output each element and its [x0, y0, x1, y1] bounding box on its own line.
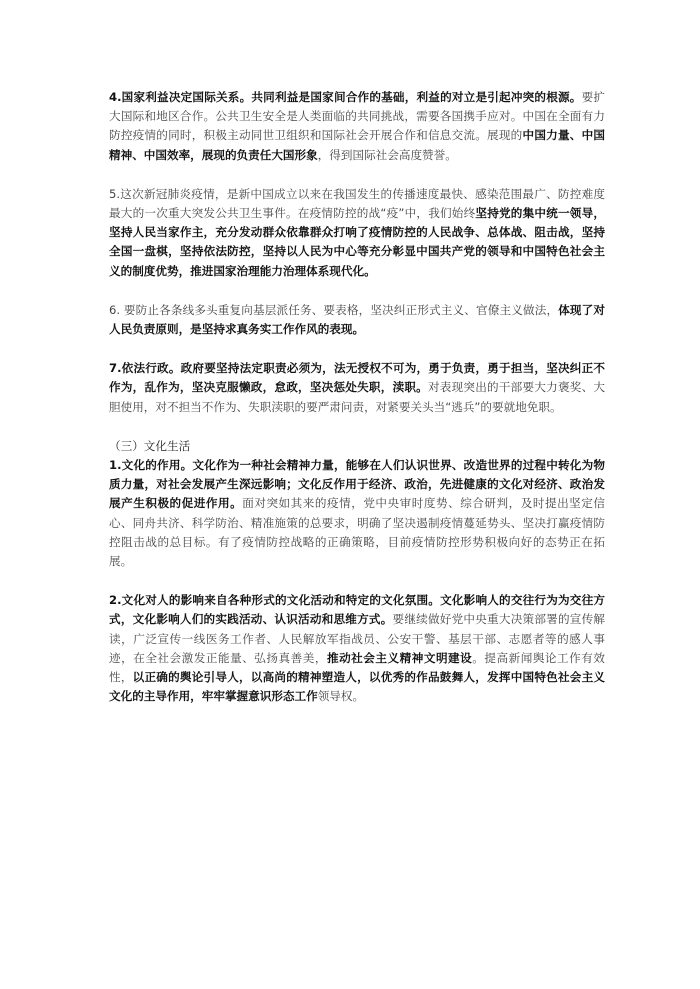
paragraph-law-based-administration: [109, 359, 605, 417]
normal-text: 对表现突出的干部要大力褒奖、大胆使用，对不担当不作为、失职渎职的要严肃问责，对紧要关头当“逃兵”的要就地免职。: [109, 380, 605, 414]
document-page: [109, 88, 605, 706]
paragraph-culture-influence: [109, 591, 605, 706]
spacer: [109, 281, 605, 301]
bold-text: 体现了对人民负责原则，是坚持求真务实工作作风的表现。: [109, 302, 605, 337]
bold-text: 中国力量、中国精神、中国效率，展现的负责任大国形象: [109, 128, 605, 162]
section-heading: （三）文化生活: [109, 438, 191, 453]
paragraph-national-interest: [109, 88, 605, 165]
normal-text: 领导权。: [317, 689, 365, 704]
bold-text: 以正确的舆论引导人，以高尚的精神塑造人，以优秀的作品鼓舞人，发挥中国特色社会主义文化的主导作用，牢牢掌握意识形态工作: [109, 670, 605, 704]
normal-text: 5.这次新冠肺炎疫情，是新中国成立以来在我国发生的传播速度最快、感染范围最广、防控难度最大的一次重大突发公共卫生事件。在疫情防控的战“疫”中，我们始终: [109, 186, 605, 221]
paragraph-covid-response: [109, 185, 605, 281]
bold-text: 1.文化的作用。文化作为一种社会精神力量，能够在人们认识世界、改造世界的过程中转化为物质力量，对社会发展产生深远影响；文化反作用于经济、政治，先进健康的文化对经济、政治发展产生积极的促进作用。: [109, 458, 605, 511]
bold-text: 4.国家利益决定国际关系。共同利益是国家间合作的基础，利益的对立是引起冲突的根源。: [109, 90, 582, 104]
bold-text: 坚持党的集中统一领导，坚持人民当家作主，充分发动群众依靠群众打响了疫情防控的人民战争、总体战、阻击战，坚持全国一盘棋，坚持依法防控，坚持以人民为中心等充分彰显中国共产党的领导和中国特色社会主义的制度优势，推进国家治理能力治理体系现代化。: [109, 206, 605, 278]
paragraph-anti-formalism: [109, 301, 605, 339]
normal-text: 。提高新闻舆论工作有效性，: [109, 650, 605, 685]
normal-text: 要继续做好党中央重大决策部署的宣传解读，广泛宣传一线医务工作者、人民解放军指战员、公安干警、基层干部、志愿者等的感人事迹，在全社会激发正能量、弘扬真善美，: [109, 612, 605, 665]
bold-text: 2.文化对人的影响来自各种形式的文化活动和特定的文化氛围。文化影响人的交往行为为交往方式，文化影响人们的实践活动、认识活动和思维方式。: [109, 593, 605, 627]
bold-text: 7.依法行政。政府要坚持法定职责必须为，法无授权不可为，勇于负责，勇于担当，坚决纠正不作为，乱作为，坚决克服懒政，怠政，坚决惩处失职，渎职。: [109, 361, 605, 395]
paragraph-role-of-culture: [109, 456, 605, 571]
normal-text: 要扩大国际和地区合作。公共卫生安全是人类面临的共同挑战，需要各国携手应对。中国在全面有力防控疫情的同时，积极主动同世卫组织和国际社会开展合作和信息交流。展现的: [109, 90, 605, 143]
normal-text: ，得到国际社会高度赞誉。: [317, 147, 457, 162]
spacer: [109, 165, 605, 185]
spacer: [109, 571, 605, 591]
spacer: [109, 339, 605, 359]
normal-text: 面对突如其来的疫情，党中央审时度势、综合研判，及时提出坚定信心、同舟共济、科学防治、精准施策的总要求，明确了坚决遏制疫情蔓延势头、坚决打赢疫情防控阻击战的总目标。有了疫情防控战略的正确策略，目前疫情防控形势积极向好的态势正在拓展。: [109, 496, 605, 569]
spacer: [109, 417, 605, 437]
normal-text: 6. 要防止各条线多头重复向基层派任务、要表格，坚决纠正形式主义、官僚主义做法，: [109, 302, 559, 317]
bold-text: 推动社会主义精神文明建设: [326, 650, 473, 665]
